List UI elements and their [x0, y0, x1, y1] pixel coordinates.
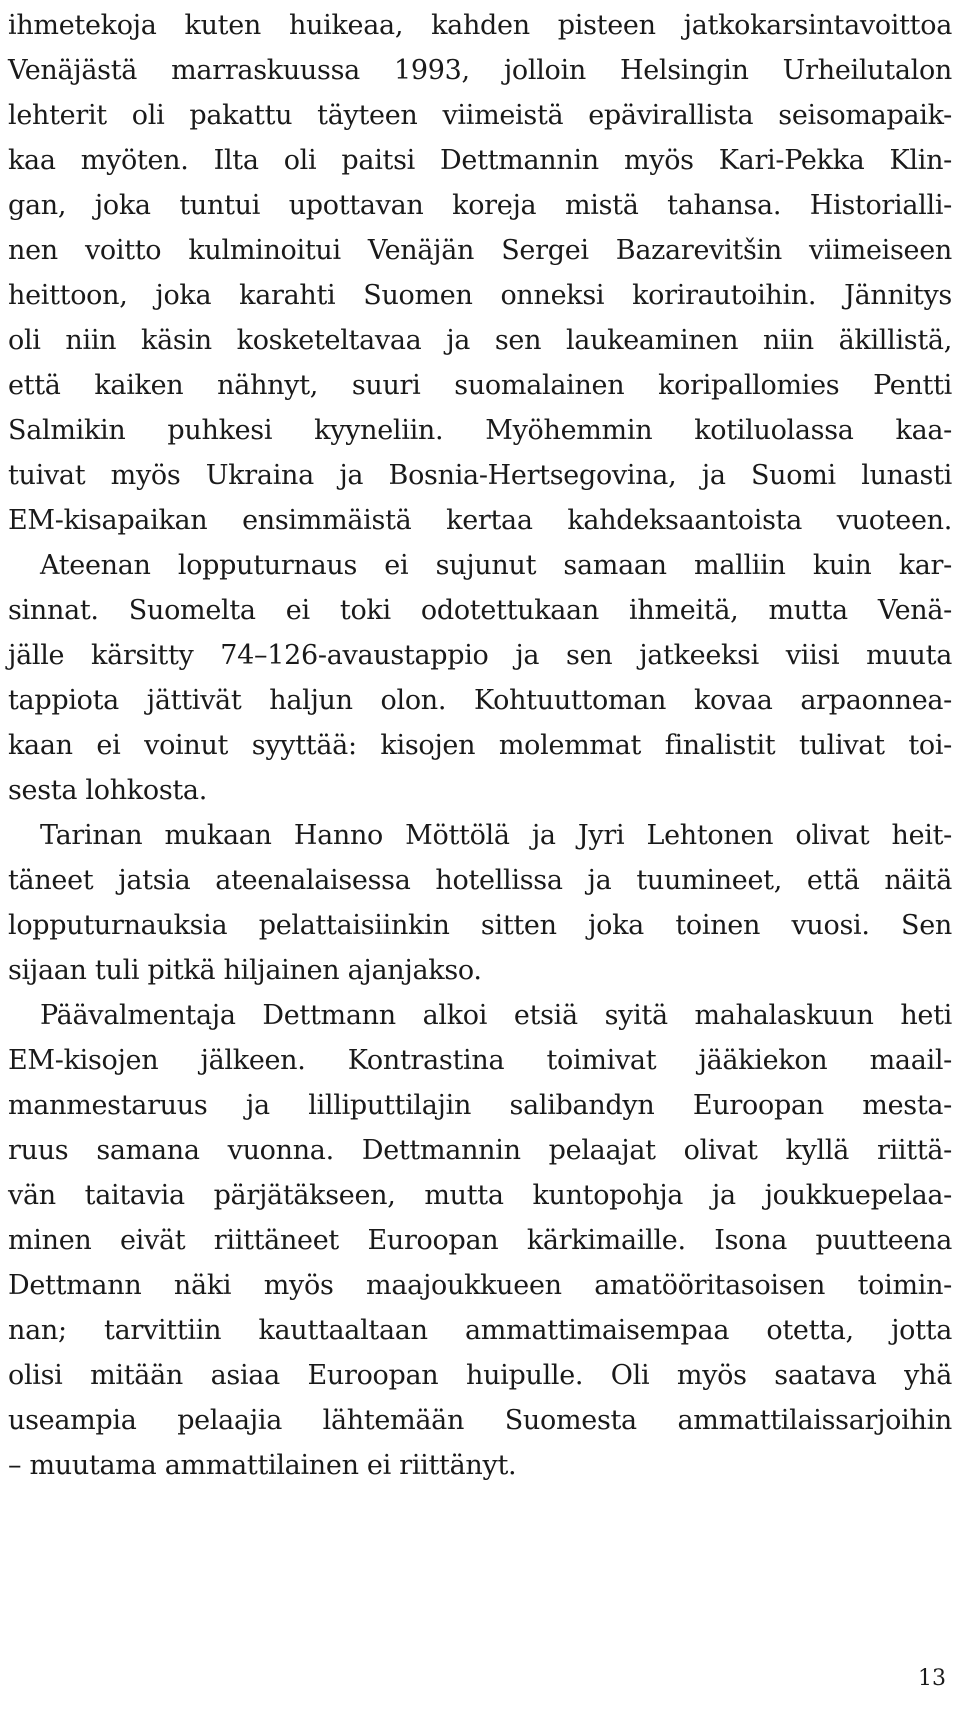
text-line: – muutama ammattilainen ei riittänyt. — [8, 1450, 517, 1481]
text-line: EM-kisapaikan ensimmäistä kertaa kahdeksaantoista vuoteen. — [8, 505, 952, 536]
text-line: EM-kisojen jälkeen. Kontrastina toimivat jääkiekon maail- — [8, 1045, 952, 1076]
text-line: Venäjästä marraskuussa 1993, jolloin Helsingin Urheilutalon — [8, 55, 952, 86]
text-line: Päävalmentaja Dettmann alkoi etsiä syitä mahalaskuun heti — [40, 1000, 952, 1031]
text-line: ihmetekoja kuten huikeaa, kahden pisteen jatkokarsintavoittoa — [8, 10, 952, 41]
text-line: ruus samana vuonna. Dettmannin pelaajat olivat kyllä riittä- — [8, 1135, 952, 1166]
text-line: Tarinan mukaan Hanno Möttölä ja Jyri Lehtonen olivat heit- — [40, 820, 952, 851]
text-line: täneet jatsia ateenalaisessa hotellissa ja tuumineet, että näitä — [8, 865, 952, 896]
text-line: vän taitavia pärjätäkseen, mutta kuntopohja ja joukkuepelaa- — [8, 1180, 952, 1211]
text-line: sinnat. Suomelta ei toki odotettukaan ihmeitä, mutta Venä- — [8, 595, 952, 626]
text-line: sesta lohkosta. — [8, 775, 208, 806]
text-line: useampia pelaajia lähtemään Suomesta ammattilaissarjoihin — [8, 1405, 952, 1436]
text-line: Ateenan lopputurnaus ei sujunut samaan malliin kuin kar- — [40, 550, 952, 581]
text-line: olisi mitään asiaa Euroopan huipulle. Oli myös saatava yhä — [8, 1360, 952, 1391]
text-line: oli niin käsin kosketeltavaa ja sen laukeaminen niin äkillistä, — [8, 325, 952, 356]
text-line: manmestaruus ja lilliputtilajin salibandyn Euroopan mesta- — [8, 1090, 952, 1121]
text-line: lopputurnauksia pelattaisiinkin sitten joka toinen vuosi. Sen — [8, 910, 952, 941]
text-line: Salmikin puhkesi kyyneliin. Myöhemmin kotiluolassa kaa- — [8, 415, 952, 446]
page-number: 13 — [918, 1666, 946, 1691]
text-line: sijaan tuli pitkä hiljainen ajanjakso. — [8, 955, 482, 986]
text-line: minen eivät riittäneet Euroopan kärkimaille. Isona puutteena — [8, 1225, 952, 1256]
text-line: heittoon, joka karahti Suomen onneksi korirautoihin. Jännitys — [8, 280, 952, 311]
text-line: tuivat myös Ukraina ja Bosnia-Hertsegovina, ja Suomi lunasti — [8, 460, 952, 491]
text-line: lehterit oli pakattu täyteen viimeistä epävirallista seisomapaik- — [8, 100, 952, 131]
text-line: nan; tarvittiin kauttaaltaan ammattimaisempaa otetta, jotta — [8, 1315, 952, 1346]
text-line: että kaiken nähnyt, suuri suomalainen koripallomies Pentti — [8, 370, 952, 401]
text-line: jälle kärsitty 74–126-avaustappio ja sen jatkeeksi viisi muuta — [8, 640, 952, 671]
text-line: Dettmann näki myös maajoukkueen amatööritasoisen toimin- — [8, 1270, 952, 1301]
text-line: gan, joka tuntui upottavan koreja mistä tahansa. Historialli- — [8, 190, 952, 221]
text-line: kaan ei voinut syyttää: kisojen molemmat finalistit tulivat toi- — [8, 730, 952, 761]
text-line: nen voitto kulminoitui Venäjän Sergei Bazarevitšin viimeiseen — [8, 235, 952, 266]
text-line: kaa myöten. Ilta oli paitsi Dettmannin myös Kari-Pekka Klin- — [8, 145, 952, 176]
text-line: tappiota jättivät haljun olon. Kohtuuttoman kovaa arpaonnea- — [8, 685, 952, 716]
